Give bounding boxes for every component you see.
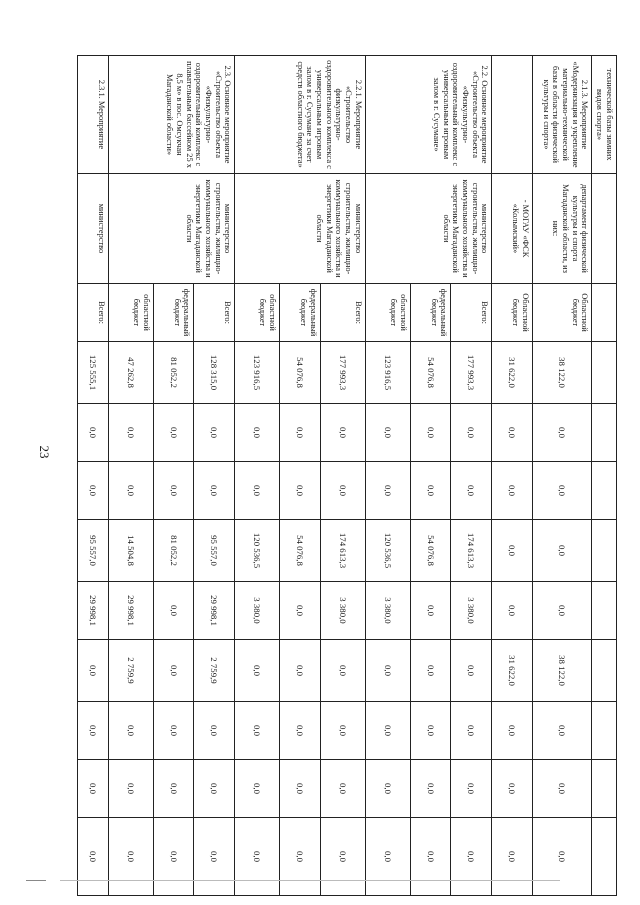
amount-cell: 0,0: [280, 462, 321, 520]
amount-cell: 0,0: [410, 404, 451, 462]
amount-cell: 38 122,0: [533, 342, 592, 404]
amount-cell: 29 998,1: [78, 582, 109, 640]
table-row: [451, 56, 492, 896]
amount-cell: 38 122,0: [533, 640, 592, 702]
amount-cell: 0,0: [492, 582, 533, 640]
amount-cell: 95 557,0: [194, 520, 235, 582]
amount-cell: 0,0: [365, 702, 410, 760]
scan-edge-line: [60, 880, 560, 881]
amount-cell: 0,0: [78, 462, 109, 520]
funding-source-cell: областной бюджет: [108, 284, 153, 342]
amount-cell: [592, 342, 617, 404]
amount-cell: 0,0: [451, 702, 492, 760]
amount-cell: 0,0: [533, 404, 592, 462]
funding-source-cell: Всего:: [194, 284, 235, 342]
amount-cell: 0,0: [365, 818, 410, 896]
amount-cell: [592, 520, 617, 582]
amount-cell: 0,0: [451, 818, 492, 896]
amount-cell: 29 998,1: [194, 582, 235, 640]
amount-cell: 29 998,1: [108, 582, 153, 640]
amount-cell: 0,0: [280, 702, 321, 760]
amount-cell: 0,0: [78, 702, 109, 760]
measure-name-cell: 2.2. Основное мероприятие «Строительство объекта «Физкультурно-оздоровительный комплекс с универсальным игровым залом в г. Сусумане»: [365, 56, 491, 174]
amount-cell: 0,0: [78, 640, 109, 702]
responsible-cell: департамент физической культуры и спорта Магаданской области, из них:: [533, 174, 592, 284]
amount-cell: 0,0: [365, 404, 410, 462]
amount-cell: 128 315,0: [194, 342, 235, 404]
amount-cell: 177 993,3: [320, 342, 365, 404]
amount-cell: 0,0: [533, 462, 592, 520]
amount-cell: [592, 462, 617, 520]
measure-name-cell: [492, 56, 533, 174]
funding-source-cell: Всего:: [320, 284, 365, 342]
amount-cell: 0,0: [492, 462, 533, 520]
amount-cell: 0,0: [492, 404, 533, 462]
amount-cell: 0,0: [320, 818, 365, 896]
amount-cell: 0,0: [451, 404, 492, 462]
amount-cell: 31 622,0: [492, 342, 533, 404]
funding-source-cell: Всего:: [78, 284, 109, 342]
funding-source-cell: Областной бюджет: [533, 284, 592, 342]
amount-cell: 3 380,0: [365, 582, 410, 640]
amount-cell: 0,0: [280, 760, 321, 818]
amount-cell: 0,0: [194, 818, 235, 896]
amount-cell: 0,0: [235, 818, 280, 896]
amount-cell: 0,0: [108, 404, 153, 462]
amount-cell: 0,0: [235, 760, 280, 818]
amount-cell: 0,0: [533, 818, 592, 896]
amount-cell: 0,0: [280, 404, 321, 462]
amount-cell: 125 555,1: [78, 342, 109, 404]
amount-cell: 0,0: [153, 462, 194, 520]
amount-cell: 0,0: [108, 462, 153, 520]
amount-cell: 120 536,5: [365, 520, 410, 582]
amount-cell: 0,0: [320, 760, 365, 818]
amount-cell: 2 759,9: [194, 640, 235, 702]
amount-cell: 95 557,0: [78, 520, 109, 582]
budget-table: [77, 55, 617, 896]
amount-cell: 0,0: [410, 702, 451, 760]
amount-cell: 0,0: [533, 702, 592, 760]
amount-cell: 3 380,0: [320, 582, 365, 640]
rotated-table-wrapper: [77, 55, 617, 895]
amount-cell: 0,0: [533, 760, 592, 818]
amount-cell: 54 076,8: [280, 520, 321, 582]
amount-cell: 0,0: [78, 760, 109, 818]
amount-cell: [592, 582, 617, 640]
amount-cell: 0,0: [320, 462, 365, 520]
amount-cell: 0,0: [280, 582, 321, 640]
amount-cell: 0,0: [235, 404, 280, 462]
measure-name-cell: технической базы зимних видов спорта»: [592, 56, 617, 174]
amount-cell: 0,0: [365, 760, 410, 818]
amount-cell: 14 504,8: [108, 520, 153, 582]
amount-cell: 0,0: [153, 640, 194, 702]
amount-cell: 177 993,3: [451, 342, 492, 404]
amount-cell: 0,0: [410, 462, 451, 520]
amount-cell: 0,0: [365, 640, 410, 702]
amount-cell: 31 622,0: [492, 640, 533, 702]
measure-name-cell: 2.3.1. Мероприятие: [78, 56, 109, 174]
amount-cell: 0,0: [153, 760, 194, 818]
responsible-cell: министерство: [78, 174, 109, 284]
responsible-cell: - МОГАУ «ФСК «Колымский»: [492, 174, 533, 284]
amount-cell: 0,0: [533, 582, 592, 640]
responsible-cell: министерство строительства, жилищно-коммунального хозяйства и энергетики Магаданской области: [365, 174, 491, 284]
amount-cell: 0,0: [108, 702, 153, 760]
table-row: [592, 56, 617, 896]
responsible-cell: министерство строительства, жилищно-коммунального хозяйства и энергетики Магаданской области: [108, 174, 234, 284]
amount-cell: 123 916,5: [235, 342, 280, 404]
amount-cell: 0,0: [235, 702, 280, 760]
funding-source-cell: Всего:: [451, 284, 492, 342]
amount-cell: 0,0: [451, 760, 492, 818]
amount-cell: 0,0: [153, 702, 194, 760]
amount-cell: 3 380,0: [451, 582, 492, 640]
responsible-cell: министерство строительства, жилищно-коммунального хозяйства и энергетики Магаданской области: [235, 174, 366, 284]
table-row: [492, 56, 533, 896]
amount-cell: 81 052,2: [153, 342, 194, 404]
amount-cell: 0,0: [451, 462, 492, 520]
amount-cell: 54 076,8: [410, 342, 451, 404]
amount-cell: 0,0: [533, 520, 592, 582]
amount-cell: 0,0: [492, 818, 533, 896]
amount-cell: 0,0: [320, 640, 365, 702]
amount-cell: 0,0: [410, 818, 451, 896]
amount-cell: 0,0: [194, 760, 235, 818]
measure-name-cell: 2.1.3. Мероприятие «Модернизация и укрепление материально-технической базы в области физической культуры и спорта»: [533, 56, 592, 174]
amount-cell: 0,0: [153, 582, 194, 640]
amount-cell: [592, 760, 617, 818]
funding-source-cell: областной бюджет: [365, 284, 410, 342]
amount-cell: 0,0: [410, 760, 451, 818]
amount-cell: 0,0: [492, 520, 533, 582]
amount-cell: 0,0: [194, 404, 235, 462]
amount-cell: [592, 818, 617, 896]
amount-cell: 0,0: [235, 462, 280, 520]
amount-cell: 120 536,5: [235, 520, 280, 582]
amount-cell: 0,0: [108, 760, 153, 818]
amount-cell: 174 613,3: [320, 520, 365, 582]
funding-source-cell: Областной бюджет: [492, 284, 533, 342]
amount-cell: 0,0: [108, 818, 153, 896]
amount-cell: 0,0: [78, 404, 109, 462]
amount-cell: 0,0: [78, 818, 109, 896]
scan-edge-mark: [26, 880, 46, 881]
amount-cell: [592, 702, 617, 760]
amount-cell: [592, 404, 617, 462]
funding-source-cell: [592, 284, 617, 342]
amount-cell: 0,0: [153, 404, 194, 462]
table-row: [320, 56, 365, 896]
amount-cell: 0,0: [153, 818, 194, 896]
amount-cell: 0,0: [320, 702, 365, 760]
amount-cell: 0,0: [194, 702, 235, 760]
amount-cell: 2 759,9: [108, 640, 153, 702]
amount-cell: 123 916,5: [365, 342, 410, 404]
amount-cell: 0,0: [280, 818, 321, 896]
amount-cell: 174 613,3: [451, 520, 492, 582]
amount-cell: 0,0: [320, 404, 365, 462]
measure-name-cell: 2.3. Основное мероприятие «Строительство объекта «Физкультурно-оздоровительный комплекс с плавательным бассейном 25 х 8,5 м» в пос. Омсукчан Магаданской области»: [108, 56, 234, 174]
responsible-cell: [592, 174, 617, 284]
amount-cell: 54 076,8: [410, 520, 451, 582]
amount-cell: 0,0: [492, 702, 533, 760]
table-body: [78, 56, 617, 896]
amount-cell: 0,0: [492, 760, 533, 818]
amount-cell: 47 262,8: [108, 342, 153, 404]
amount-cell: 0,0: [451, 640, 492, 702]
amount-cell: 0,0: [194, 462, 235, 520]
amount-cell: 0,0: [410, 640, 451, 702]
page-number: 23: [37, 445, 52, 459]
amount-cell: 0,0: [410, 582, 451, 640]
funding-source-cell: федеральный бюджет: [410, 284, 451, 342]
funding-source-cell: федеральный бюджет: [153, 284, 194, 342]
table-row: [533, 56, 592, 896]
amount-cell: [592, 640, 617, 702]
funding-source-cell: областной бюджет: [235, 284, 280, 342]
amount-cell: 54 076,8: [280, 342, 321, 404]
measure-name-cell: 2.2.1. Мероприятие «Строительство физкультурно-оздоровительного комплекса с универсальным игровым залом в г. Сусумане за счет средств областного бюджета»: [235, 56, 366, 174]
amount-cell: 0,0: [365, 462, 410, 520]
amount-cell: 81 052,2: [153, 520, 194, 582]
amount-cell: 0,0: [235, 640, 280, 702]
amount-cell: 0,0: [280, 640, 321, 702]
table-row: [194, 56, 235, 896]
funding-source-cell: федеральный бюджет: [280, 284, 321, 342]
table-row: [78, 56, 109, 896]
amount-cell: 3 380,0: [235, 582, 280, 640]
